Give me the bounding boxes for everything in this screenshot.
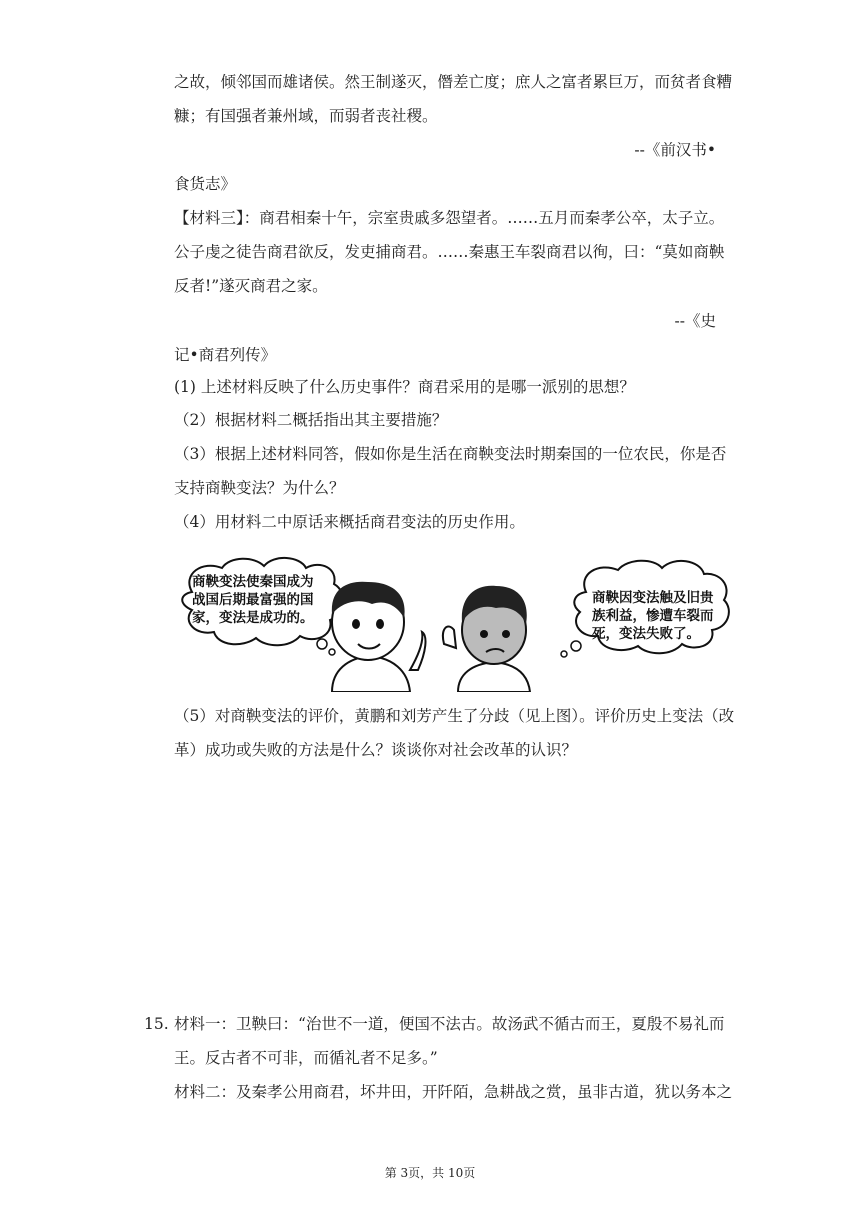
- question-number: 15.: [144, 1015, 169, 1033]
- question-3-cont: 支持商鞅变法？为什么？: [174, 479, 345, 497]
- text-line: 反者!”遂灭商君之家。: [174, 277, 328, 295]
- text-line: 之故，倾邻国而雄诸侯。然王制遂灭，僭差亡度；庶人之富者累巨万，而贫者食糟: [174, 73, 733, 91]
- left-thought-bubble: [182, 558, 343, 655]
- right-bubble-line: 商鞅因变法触及旧贵: [592, 590, 714, 606]
- right-bubble-line: 族利益，惨遭车裂而: [592, 608, 714, 624]
- right-bubble-line: 死，变法失败了。: [592, 626, 700, 642]
- question-5-cont: 革）成功或失败的方法是什么？谈谈你对社会改革的认识？: [174, 741, 578, 759]
- text-line: 王。反古者不可非，而循礼者不足多。”: [174, 1049, 438, 1067]
- debate-illustration: [172, 552, 732, 692]
- text-line: 材料一：卫鞅曰：“治世不一道，便国不法古。故汤武不循古而王，夏殷不易礼而: [174, 1015, 725, 1033]
- boy-figure: [332, 582, 426, 692]
- text-line: 公子虔之徒告商君欲反，发吏捕商君。……秦惠王车裂商君以徇，曰：“莫如商鞅: [174, 243, 725, 261]
- question-3: （3）根据上述材料同答，假如你是生活在商鞅变法时期秦国的一位农民，你是否: [174, 445, 727, 463]
- citation: 食货志》: [174, 175, 237, 193]
- question-1: (1) 上述材料反映了什么历史事件？商君采用的是哪一派别的思想？: [174, 378, 635, 396]
- question-5: （5）对商鞅变法的评价，黄鹏和刘芳产生了分歧（见上图）。评价历史上变法（改: [174, 707, 735, 725]
- right-thought-bubble: [561, 561, 729, 657]
- page-footer: 第 3页，共 10页: [384, 1166, 476, 1180]
- girl-figure: [443, 586, 530, 692]
- question-2: （2）根据材料二概括指出其主要措施？: [174, 411, 448, 429]
- left-bubble-line: 家，变法是成功的。: [192, 610, 314, 626]
- text-line: 材料二：及秦孝公用商君，坏井田，开阡陌，急耕战之赏，虽非古道，犹以务本之: [174, 1083, 733, 1101]
- citation: --《史: [674, 312, 716, 330]
- text-line: 【材料三】：商君相秦十午，宗室贵戚多怨望者。……五月而秦孝公卒，太子立。: [174, 209, 725, 227]
- question-4: （4）用材料二中原话来概括商君变法的历史作用。: [174, 513, 525, 531]
- citation: 记•商君列传》: [174, 346, 277, 364]
- left-bubble-line: 战国后期最富强的国: [192, 592, 314, 608]
- citation: --《前汉书•: [634, 141, 716, 159]
- left-bubble-line: 商鞅变法使秦国成为: [192, 574, 314, 590]
- text-line: 糠；有国强者兼州域，而弱者丧社稷。: [174, 107, 438, 125]
